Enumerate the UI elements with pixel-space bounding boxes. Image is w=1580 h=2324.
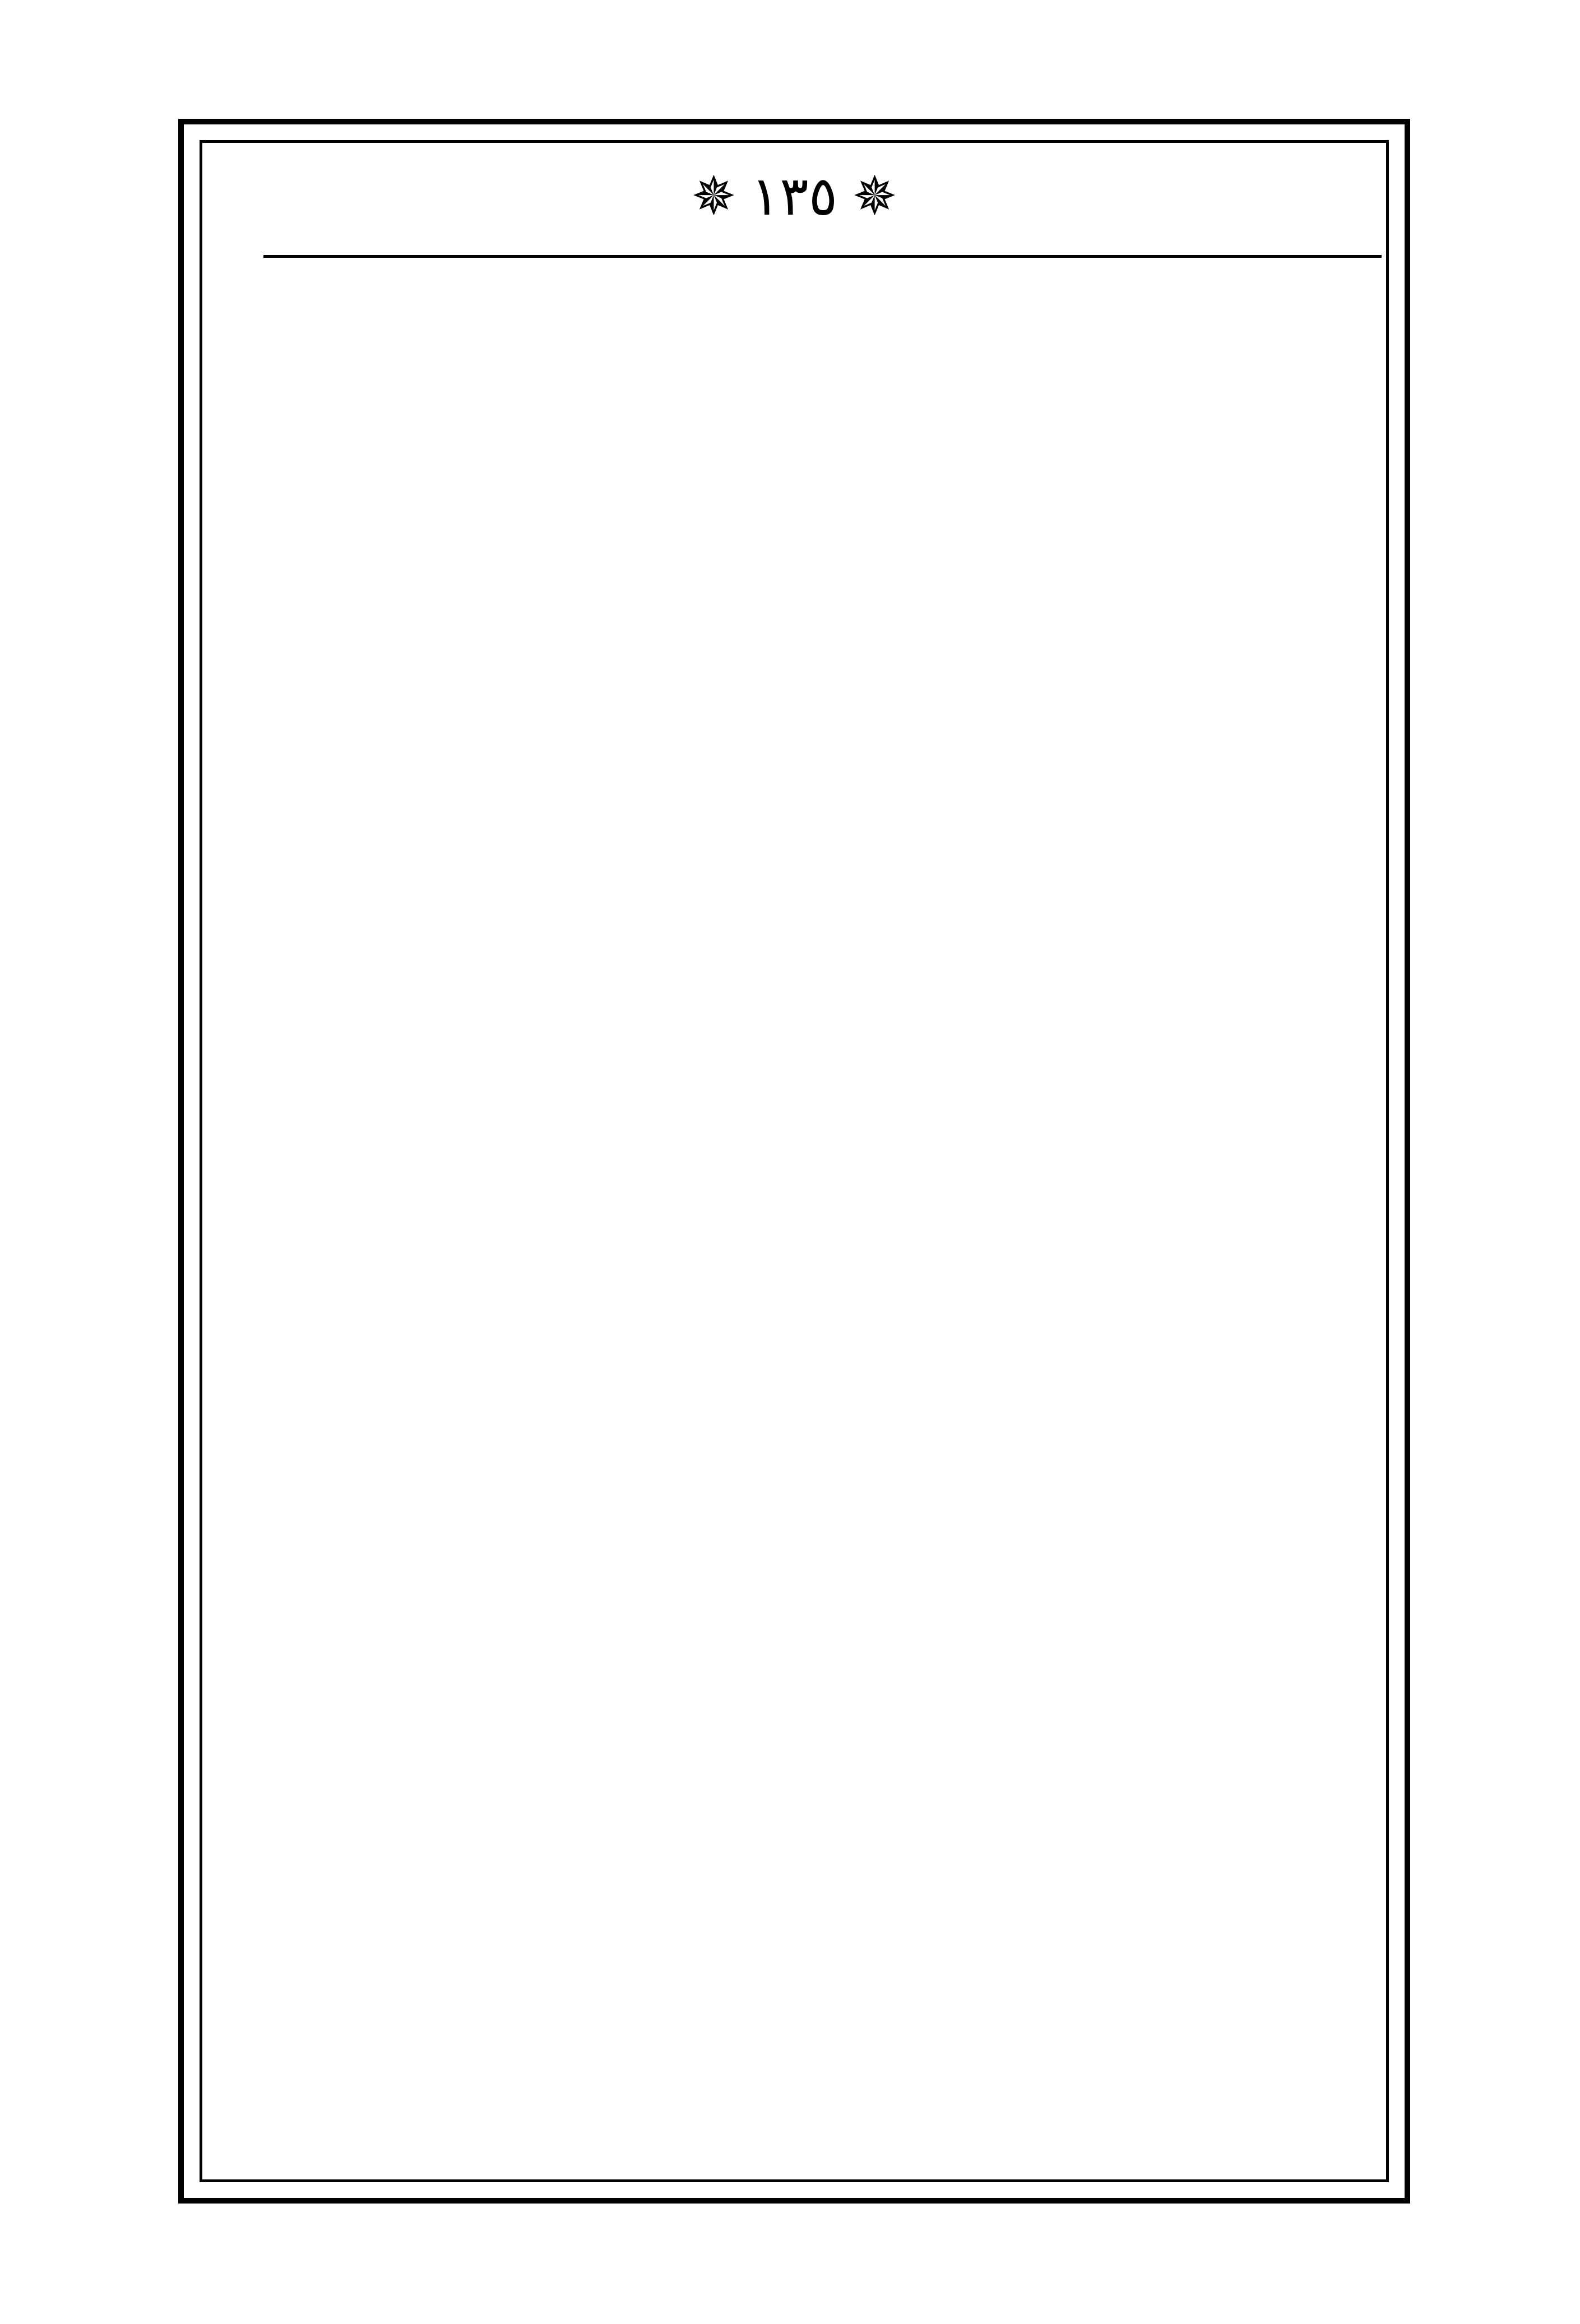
text-line: [258, 280, 1379, 373]
text-line: [258, 1667, 1379, 1760]
text-line: [258, 1112, 1379, 1205]
text-line: [258, 1205, 1379, 1297]
text-line: [258, 927, 1379, 1020]
text-line: [258, 1390, 1379, 1482]
ornament-right-icon: ✵: [852, 165, 897, 228]
text-line: [258, 1575, 1379, 1667]
text-line: [258, 2037, 1379, 2130]
text-line: [258, 1945, 1379, 2037]
text-line: [258, 465, 1379, 558]
ornament-left-icon: ✵: [691, 165, 736, 228]
text-line: [258, 1020, 1379, 1112]
text-line: [258, 835, 1379, 927]
text-line: [258, 650, 1379, 743]
page-body: [258, 280, 1379, 2130]
text-line: [258, 1297, 1379, 1390]
text-line: [258, 743, 1379, 835]
text-line: [258, 1482, 1379, 1575]
page-number: ١٣٥: [750, 165, 838, 228]
text-line: [258, 1852, 1379, 1945]
text-line: [258, 1760, 1379, 1852]
text-line: [258, 558, 1379, 650]
text-line: [258, 373, 1379, 465]
header-rule: [263, 255, 1382, 258]
page-header: [200, 163, 1389, 230]
